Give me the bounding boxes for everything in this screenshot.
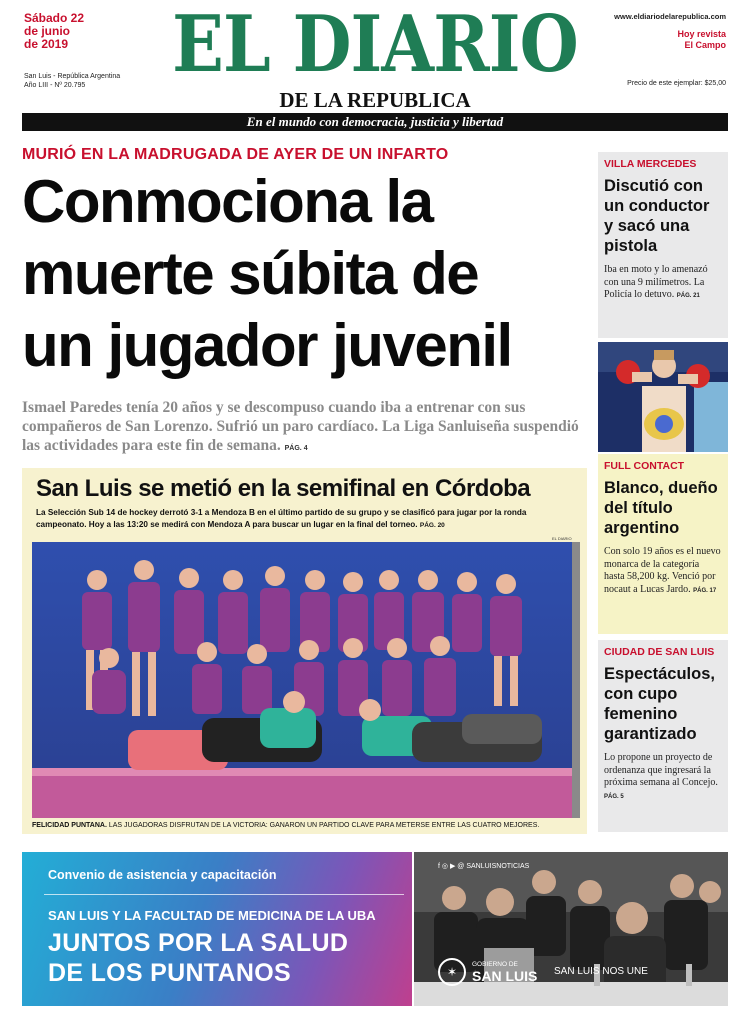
sidebar-story-full-contact[interactable] bbox=[598, 454, 728, 634]
photo-credit: EL DIARIO bbox=[552, 536, 572, 541]
sidebar-body: Con solo 19 años es el nuevo monarca de la categoría hasta 58,200 kg. Venció por nocaut a Lucas Jardo. PÁG. 17 bbox=[604, 546, 721, 595]
newspaper-subtitle: DE LA REPUBLICA bbox=[279, 88, 471, 112]
ad-tagline: SAN LUIS NOS UNE bbox=[554, 966, 648, 977]
ad-convenio: Convenio de asistencia y capacitación bbox=[48, 868, 277, 882]
price: Precio de este ejemplar: $25,00 bbox=[627, 80, 726, 87]
main-lead: Ismael Paredes tenía 20 años y se descompuso cuando iba a entrenar con sus compañeros de San Lorenzo. Sufrió un paro cardíaco. La Liga Sanluiseña suspendió las actividades para este fin de semana. PÁG. 4 bbox=[22, 399, 579, 454]
ad-subtitle: SAN LUIS Y LA FACULTAD DE MEDICINA DE LA UBA bbox=[48, 908, 376, 923]
supplement-note: Hoy revista El Campo bbox=[677, 29, 726, 50]
ad-photo[interactable] bbox=[414, 852, 728, 1006]
social-handles: f ◎ ▶ @ SANLUISNOTICIAS bbox=[438, 863, 530, 870]
sidebar-body: Iba en moto y lo amenazó con una 9 milímetros. La Policía lo detuvo. PÁG. 21 bbox=[604, 264, 708, 300]
edition-date: Sábado 22 de junio de 2019 bbox=[24, 11, 85, 51]
main-headline[interactable] bbox=[22, 166, 592, 382]
team-photo-illustration bbox=[32, 542, 580, 818]
edition-location: San Luis - República Argentina Año LIII - Nº 20.795 bbox=[24, 73, 121, 89]
shield-icon: ✶ bbox=[438, 958, 466, 986]
section-label: FULL CONTACT bbox=[604, 460, 685, 472]
headline-line: muerte súbita de bbox=[22, 240, 479, 307]
section-label: CIUDAD DE SAN LUIS bbox=[604, 646, 715, 658]
page-ref: PÁG. 17 bbox=[693, 587, 717, 594]
slogan-bar: En el mundo con democracia, justicia y libertad bbox=[22, 113, 728, 131]
page-ref: PÁG. 20 bbox=[419, 522, 445, 529]
page-ref: PÁG. 21 bbox=[676, 293, 700, 299]
sidebar-headline: Blanco, dueño del título argentino bbox=[604, 479, 718, 537]
newspaper-title: EL DIARIO bbox=[172, 0, 578, 90]
sidebar-story-villa-mercedes[interactable] bbox=[598, 152, 728, 338]
headline-line: Conmociona la bbox=[22, 168, 433, 235]
gobierno-logo: ✶ GOBIERNO DE SAN LUIS bbox=[438, 958, 537, 986]
ad-banner[interactable] bbox=[22, 852, 412, 1006]
website-link[interactable]: www.eldiariodelarepublica.com bbox=[614, 12, 726, 21]
photo-caption: FELICIDAD PUNTANA. LAS JUGADORAS DISFRUTAN DE LA VICTORIA: GANARON UN PARTIDO CLAVE PARA METERSE ENTRE LAS CUATRO MEJORES. bbox=[32, 822, 540, 829]
page-ref: PÁG. 5 bbox=[604, 793, 624, 800]
sidebar-story-ciudad-san-luis[interactable] bbox=[598, 640, 728, 832]
hockey-team-photo bbox=[32, 542, 580, 818]
page-ref: PÁG. 4 bbox=[284, 445, 308, 452]
headline-line: un jugador juvenil bbox=[22, 312, 512, 379]
sidebar-headline: Espectáculos, con cupo femenino garantizado bbox=[604, 665, 715, 743]
hockey-body: La Selección Sub 14 de hockey derrotó 3-1 a Mendoza B en el último partido de su grupo y se clasificó para jugar por la ronda campeonato. Hoy a las 13:20 se medirá con Mendoza A para buscar un lugar en la final del torneo. PÁG. 20 bbox=[36, 508, 527, 529]
boxer-photo-illustration bbox=[598, 342, 728, 452]
sidebar-body: Lo propone un proyecto de ordenanza que ingresará la próxima semana al Concejo. PÁG. 5 bbox=[604, 752, 718, 800]
ad-headline: JUNTOS POR LA SALUD DE LOS PUNTANOS bbox=[48, 929, 349, 987]
sidebar-headline: Discutió con un conductor y sacó una pistola bbox=[604, 177, 710, 255]
masthead-right bbox=[596, 12, 726, 51]
section-label: VILLA MERCEDES bbox=[604, 158, 697, 170]
main-kicker: MURIÓ EN LA MADRUGADA DE AYER DE UN INFARTO bbox=[22, 146, 449, 163]
hockey-headline: San Luis se metió en la semifinal en Córdoba bbox=[36, 475, 531, 502]
hockey-story[interactable] bbox=[22, 468, 587, 834]
boxer-photo bbox=[598, 342, 728, 452]
ad-divider bbox=[44, 894, 404, 895]
